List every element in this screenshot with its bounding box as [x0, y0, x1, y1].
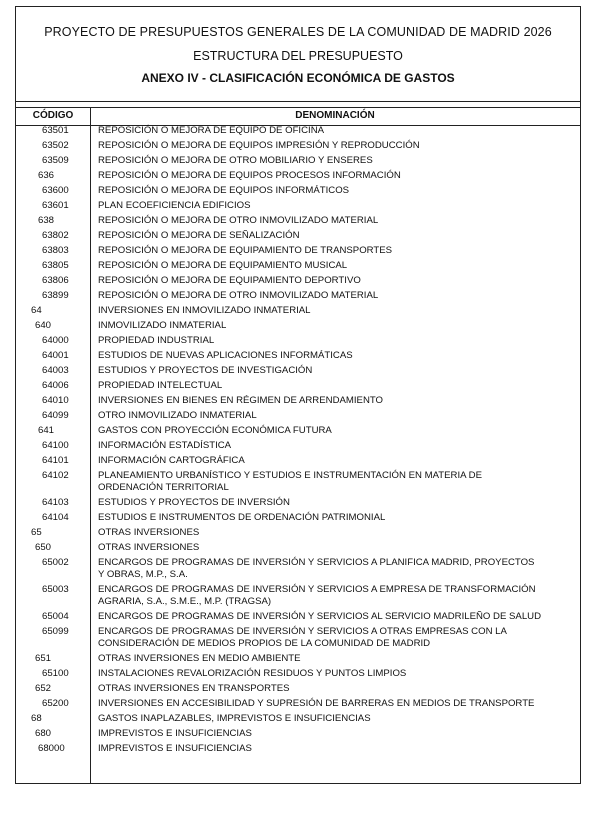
row-code: 63502 — [42, 140, 69, 151]
row-denomination: PROPIEDAD INTELECTUAL — [98, 380, 223, 391]
column-header-code: CÓDIGO — [32, 110, 74, 121]
document-title: PROYECTO DE PRESUPUESTOS GENERALES DE LA COMUNIDAD DE MADRID 2026 — [44, 25, 552, 39]
row-code: 64 — [31, 305, 42, 316]
table-row — [16, 526, 580, 541]
table-row — [16, 124, 580, 139]
row-code: 65099 — [42, 626, 69, 637]
table-row — [16, 439, 580, 454]
table-row — [16, 289, 580, 304]
table-row — [16, 169, 580, 184]
row-denomination: REPOSICIÓN O MEJORA DE EQUIPAMIENTO DE TRANSPORTES — [98, 245, 393, 256]
row-code: 65100 — [42, 668, 69, 679]
row-code: 651 — [35, 653, 52, 664]
table-row — [16, 652, 580, 667]
row-code: 64003 — [42, 365, 69, 376]
row-code: 64000 — [42, 335, 69, 346]
table-row — [16, 274, 580, 289]
row-code: 640 — [35, 320, 52, 331]
table-row — [16, 556, 580, 583]
table-row — [16, 304, 580, 319]
row-code: 64100 — [42, 440, 69, 451]
row-code: 636 — [38, 170, 55, 181]
row-denomination: IMPREVISTOS E INSUFICIENCIAS — [98, 743, 252, 754]
row-denomination: REPOSICIÓN O MEJORA DE EQUIPOS PROCESOS INFORMACIÓN — [98, 170, 401, 181]
table-row — [16, 199, 580, 214]
row-code: 64099 — [42, 410, 69, 421]
row-code: 63501 — [42, 125, 69, 136]
row-denomination: GASTOS INAPLAZABLES, IMPREVISTOS E INSUFICIENCIAS — [98, 713, 371, 724]
row-code: 65002 — [42, 557, 69, 568]
table-row — [16, 259, 580, 274]
row-code: 63806 — [42, 275, 69, 286]
row-code: 65003 — [42, 584, 69, 595]
row-code: 64104 — [42, 512, 69, 523]
table-row — [16, 184, 580, 199]
row-code: 68 — [31, 713, 42, 724]
table-row — [16, 496, 580, 511]
table-row — [16, 364, 580, 379]
row-denomination: REPOSICIÓN O MEJORA DE EQUIPOS IMPRESIÓN Y REPRODUCCIÓN — [98, 140, 420, 151]
table-row — [16, 334, 580, 349]
column-header-name: DENOMINACIÓN — [295, 110, 375, 121]
row-denomination: ESTUDIOS DE NUEVAS APLICACIONES INFORMÁTICAS — [98, 350, 353, 361]
table-row — [16, 682, 580, 697]
row-denomination: ESTUDIOS E INSTRUMENTOS DE ORDENACIÓN PATRIMONIAL — [98, 512, 386, 523]
row-denomination: INMOVILIZADO INMATERIAL — [98, 320, 227, 331]
table-row — [16, 712, 580, 727]
row-code: 652 — [35, 683, 52, 694]
row-denomination: ENCARGOS DE PROGRAMAS DE INVERSIÓN Y SERVICIOS AL SERVICIO MADRILEÑO DE SALUD — [98, 611, 542, 622]
row-code: 680 — [35, 728, 52, 739]
row-denomination: IMPREVISTOS E INSUFICIENCIAS — [98, 728, 252, 739]
table-row — [16, 379, 580, 394]
row-denomination: ENCARGOS DE PROGRAMAS DE INVERSIÓN Y SERVICIOS A EMPRESA DE TRANSFORMACIÓN AGRARIA, S.A., S.M.E., M.P. (TRAGSA) — [98, 584, 536, 607]
row-code: 65200 — [42, 698, 69, 709]
row-denomination: REPOSICIÓN O MEJORA DE EQUIPAMIENTO MUSICAL — [98, 260, 348, 271]
row-denomination: INFORMACIÓN ESTADÍSTICA — [98, 440, 232, 451]
table-row — [16, 511, 580, 526]
row-denomination: ENCARGOS DE PROGRAMAS DE INVERSIÓN Y SERVICIOS A PLANIFICA MADRID, PROYECTOS Y OBRAS, M.P., S.A. — [98, 557, 535, 580]
row-denomination: PLAN ECOEFICIENCIA EDIFICIOS — [98, 200, 251, 211]
row-denomination: REPOSICIÓN O MEJORA DE EQUIPAMIENTO DEPORTIVO — [98, 275, 361, 286]
row-code: 63600 — [42, 185, 69, 196]
row-code: 64010 — [42, 395, 69, 406]
row-code: 68000 — [38, 743, 65, 754]
row-denomination: REPOSICIÓN O MEJORA DE SEÑALIZACIÓN — [98, 230, 300, 241]
table-row — [16, 697, 580, 712]
row-code: 64103 — [42, 497, 69, 508]
annex-title: ANEXO IV - CLASIFICACIÓN ECONÓMICA DE GASTOS — [141, 71, 455, 85]
row-code: 63803 — [42, 245, 69, 256]
row-code: 63899 — [42, 290, 69, 301]
row-denomination: INSTALACIONES REVALORIZACIÓN RESIDUOS Y PUNTOS LIMPIOS — [98, 668, 407, 679]
table-row — [16, 667, 580, 682]
row-code: 65004 — [42, 611, 69, 622]
row-denomination: PLANEAMIENTO URBANÍSTICO Y ESTUDIOS E INSTRUMENTACIÓN EN MATERIA DE ORDENACIÓN TERRITORIAL — [98, 470, 482, 493]
row-denomination: GASTOS CON PROYECCIÓN ECONÓMICA FUTURA — [98, 425, 332, 436]
table-row — [16, 229, 580, 244]
row-code: 63509 — [42, 155, 69, 166]
row-denomination: REPOSICIÓN O MEJORA DE OTRO INMOVILIZADO MATERIAL — [98, 290, 379, 301]
table-row — [16, 394, 580, 409]
table-body — [16, 124, 580, 757]
row-code: 641 — [38, 425, 55, 436]
row-denomination: INFORMACIÓN CARTOGRÁFICA — [98, 455, 245, 466]
table-row — [16, 742, 580, 757]
row-code: 65 — [31, 527, 42, 538]
row-denomination: ESTUDIOS Y PROYECTOS DE INVESTIGACIÓN — [98, 365, 313, 376]
row-denomination: INVERSIONES EN ACCESIBILIDAD Y SUPRESIÓN DE BARRERAS EN MEDIOS DE TRANSPORTE — [98, 698, 535, 709]
table-row — [16, 349, 580, 364]
row-denomination: REPOSICIÓN O MEJORA DE OTRO MOBILIARIO Y ENSERES — [98, 155, 373, 166]
row-code: 63601 — [42, 200, 69, 211]
table-row — [16, 454, 580, 469]
row-code: 638 — [38, 215, 55, 226]
table-row — [16, 139, 580, 154]
table-row — [16, 727, 580, 742]
table-row — [16, 319, 580, 334]
row-code: 63802 — [42, 230, 69, 241]
row-denomination: REPOSICIÓN O MEJORA DE EQUIPO DE OFICINA — [98, 125, 325, 136]
row-denomination: REPOSICIÓN O MEJORA DE EQUIPOS INFORMÁTICOS — [98, 185, 350, 196]
table-row — [16, 214, 580, 229]
row-code: 64101 — [42, 455, 69, 466]
table-row — [16, 625, 580, 652]
table-row — [16, 541, 580, 556]
document-subtitle: ESTRUCTURA DEL PRESUPUESTO — [193, 49, 403, 63]
row-denomination: PROPIEDAD INDUSTRIAL — [98, 335, 215, 346]
header-divider — [16, 101, 580, 102]
row-code: 64001 — [42, 350, 69, 361]
table-row — [16, 610, 580, 625]
row-code: 63805 — [42, 260, 69, 271]
table-row — [16, 424, 580, 439]
table-row — [16, 583, 580, 610]
document-page — [15, 6, 581, 784]
row-code: 64102 — [42, 470, 69, 481]
row-code: 650 — [35, 542, 52, 553]
row-denomination: INVERSIONES EN BIENES EN RÉGIMEN DE ARRENDAMIENTO — [98, 395, 384, 406]
row-denomination: OTRO INMOVILIZADO INMATERIAL — [98, 410, 257, 421]
row-code: 64006 — [42, 380, 69, 391]
table-row — [16, 469, 580, 496]
row-denomination: OTRAS INVERSIONES EN TRANSPORTES — [98, 683, 290, 694]
row-denomination: ESTUDIOS Y PROYECTOS DE INVERSIÓN — [98, 497, 290, 508]
table-row — [16, 244, 580, 259]
row-denomination: REPOSICIÓN O MEJORA DE OTRO INMOVILIZADO MATERIAL — [98, 215, 379, 226]
row-denomination: OTRAS INVERSIONES EN MEDIO AMBIENTE — [98, 653, 301, 664]
row-denomination: INVERSIONES EN INMOVILIZADO INMATERIAL — [98, 305, 311, 316]
row-denomination: ENCARGOS DE PROGRAMAS DE INVERSIÓN Y SERVICIOS A OTRAS EMPRESAS CON LA CONSIDERACIÓN DE MEDIOS PROPIOS DE LA COMUNIDAD DE MADRID — [98, 626, 507, 649]
row-denomination: OTRAS INVERSIONES — [98, 542, 200, 553]
row-denomination: OTRAS INVERSIONES — [98, 527, 200, 538]
table-row — [16, 409, 580, 424]
table-row — [16, 154, 580, 169]
